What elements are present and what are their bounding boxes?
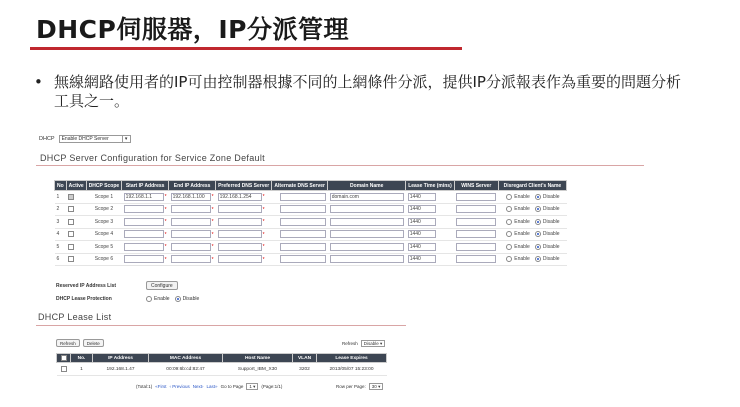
start-ip-input[interactable] [124,243,164,251]
disregard-disable-label: Disable [542,193,560,200]
alternate-dns-cell [272,203,328,216]
required-mark: * [164,206,167,213]
disregard-enable-radio[interactable] [506,219,512,225]
chevron-down-icon: ▾ [378,384,381,389]
scope-table [54,180,567,266]
required-mark: * [211,206,214,213]
dhcp-label: DHCP [39,136,55,142]
row-checkbox[interactable] [61,366,67,372]
lease-time-input[interactable]: 1440 [408,243,436,251]
protection-disable-label: Disable [182,295,200,302]
required-mark: * [262,244,265,251]
domain-name-input[interactable] [330,218,404,226]
title-underline [30,47,462,50]
start-ip-input[interactable] [124,205,164,213]
preferred-dns-cell [216,228,272,241]
disregard-enable-radio[interactable] [506,206,512,212]
disregard-enable-label: Enable [514,193,530,200]
preferred-dns-input[interactable] [218,205,262,213]
wins-server-input[interactable] [456,230,496,238]
start-ip-cell [122,241,169,254]
wins-server-input[interactable] [456,193,496,201]
col-wins-server: WINS Server [454,181,498,191]
table-row [55,203,567,216]
dhcp-config-panel [36,131,646,309]
wins-cell [454,216,498,229]
lease-vlan: 3202 [293,363,317,376]
preferred-dns-cell [216,203,272,216]
end-ip-input[interactable]: 192.168.1.100 [171,193,211,201]
delete-button[interactable]: Delete [83,339,104,347]
required-mark: * [211,256,214,263]
required-mark: * [262,219,265,226]
rows-per-page [336,383,383,390]
col-preferred-dns: Preferred DNS Server [216,181,272,191]
scope-name: Scope 1 [86,191,121,204]
required-mark: * [164,256,167,263]
config-heading: DHCP Server Configuration for Service Zone Default [40,153,265,163]
disregard-cell [498,191,566,204]
alternate-dns-input[interactable] [280,205,326,213]
lease-time-cell [406,241,455,254]
dhcp-lease-panel [36,310,406,402]
lease-protection-row [56,292,204,305]
lease-time-input[interactable]: 1440 [408,205,436,213]
goto-page-label: Go to Page [220,384,244,389]
domain-cell [328,253,406,266]
rows-per-page-value: 30 [371,384,377,389]
col-lease-time: Lease Time (mins) [406,181,455,191]
wins-cell [454,253,498,266]
active-checkbox[interactable] [68,194,74,200]
scope-name: Scope 3 [86,216,121,229]
auto-refresh-control [342,340,385,347]
active-checkbox[interactable] [68,244,74,250]
active-checkbox[interactable] [68,231,74,237]
protection-enable-radio[interactable] [146,296,152,302]
lease-table-header [57,354,387,363]
col-disregard-name: Disregard Client's Name [498,181,566,191]
lease-mac: 00:09:6b:cd:82:47 [149,363,223,376]
lease-time-input[interactable]: 1440 [408,218,436,226]
domain-name-input[interactable]: domain.com [330,193,404,201]
alternate-dns-input[interactable] [280,255,326,263]
disregard-disable-label: Disable [542,218,560,225]
disregard-disable-label: Disable [542,243,560,250]
lease-no: 1 [71,363,93,376]
col-scope: DHCP Scope [86,181,121,191]
disregard-enable-radio[interactable] [506,256,512,262]
lease-ip: 192.168.1.47 [93,363,149,376]
preferred-dns-input[interactable]: 192.168.1.254 [218,193,262,201]
select-all-checkbox[interactable] [61,355,67,361]
wins-cell [454,241,498,254]
disregard-enable-radio[interactable] [506,231,512,237]
disregard-disable-label: Disable [542,256,560,263]
start-ip-cell [122,253,169,266]
required-mark: * [262,256,265,263]
disregard-disable-radio[interactable] [535,256,541,262]
table-row [55,253,567,266]
start-ip-input[interactable] [124,255,164,263]
reserved-ip-label: Reserved IP Address List [56,282,117,289]
scope-name: Scope 5 [86,241,121,254]
preferred-dns-cell [216,241,272,254]
lease-time-input[interactable]: 1440 [408,193,436,201]
required-mark: * [211,231,214,238]
lease-heading: DHCP Lease List [38,312,112,322]
required-mark: * [211,219,214,226]
lease-time-cell [406,253,455,266]
start-ip-cell [122,228,169,241]
wins-server-input[interactable] [456,255,496,263]
domain-cell [328,191,406,204]
chevron-down-icon: ▾ [380,341,383,346]
active-cell[interactable] [66,241,86,254]
domain-cell [328,228,406,241]
lease-time-cell [406,191,455,204]
end-ip-cell [169,216,216,229]
start-ip-input[interactable]: 192.168.1.1 [124,193,164,201]
disregard-enable-radio[interactable] [506,194,512,200]
col-domain-name: Domain Name [328,181,406,191]
active-checkbox[interactable] [68,219,74,225]
reserved-ip-row [56,279,204,292]
alternate-dns-input[interactable] [280,230,326,238]
disregard-disable-label: Disable [542,231,560,238]
scope-no: 4 [55,228,67,241]
scope-table-header [55,181,567,191]
required-mark: * [164,194,167,201]
domain-cell [328,241,406,254]
rows-per-page-select[interactable] [369,383,384,390]
auto-refresh-value: Disable [363,341,379,346]
disregard-cell [498,228,566,241]
active-checkbox[interactable] [68,206,74,212]
lease-expires: 2013/05/07 15:23:00 [317,363,387,376]
scope-name: Scope 6 [86,253,121,266]
wins-cell [454,203,498,216]
required-mark: * [164,231,167,238]
refresh-button[interactable]: Refresh [56,339,80,347]
end-ip-cell [169,253,216,266]
lease-time-cell [406,203,455,216]
lease-time-input[interactable]: 1440 [408,255,436,263]
end-ip-input[interactable] [171,205,211,213]
active-cell[interactable] [66,228,86,241]
bullet-text: 無線網路使用者的IP可由控制器根據不同的上網條件分派，提供IP分派報表作為重要的問題分析工具之一。 [54,73,681,110]
col-lease-expires: Lease Expires [317,354,387,363]
wins-cell [454,228,498,241]
start-ip-cell [122,203,169,216]
dhcp-mode-value: Enable DHCP Server [61,136,109,142]
config-footer [56,279,204,305]
config-divider [36,165,644,166]
wins-server-input[interactable] [456,218,496,226]
disregard-cell [498,241,566,254]
domain-name-input[interactable] [330,255,404,263]
col-host-name: Host Name [223,354,293,363]
first-page-link[interactable]: «First [155,384,167,389]
disregard-disable-radio[interactable] [535,219,541,225]
disregard-enable-label: Enable [514,256,530,263]
disregard-disable-label: Disable [542,206,560,213]
pager-total: (Total:1) [136,384,153,389]
dhcp-mode-row [39,135,131,143]
disregard-cell [498,203,566,216]
domain-name-input[interactable] [330,230,404,238]
disregard-enable-label: Enable [514,243,530,250]
disregard-cell [498,216,566,229]
lease-time-input[interactable]: 1440 [408,230,436,238]
domain-cell [328,216,406,229]
required-mark: * [262,194,265,201]
table-row [55,191,567,204]
table-row [55,241,567,254]
alternate-dns-cell [272,228,328,241]
previous-page-link[interactable]: ‹ Previous [169,384,190,389]
col-ip-address: IP Address [93,354,149,363]
alternate-dns-cell [272,191,328,204]
end-ip-cell [169,191,216,204]
pagination-nav [136,383,282,390]
lease-time-cell [406,228,455,241]
preferred-dns-cell [216,216,272,229]
goto-page-value: 1 [249,384,252,389]
start-ip-input[interactable] [124,218,164,226]
disregard-disable-radio[interactable] [535,194,541,200]
page-indicator: (Page:1/1) [261,384,283,389]
col-lease-no: No. [71,354,93,363]
col-mac-address: MAC Address [149,354,223,363]
lease-toolbar [56,339,104,347]
required-mark: * [164,244,167,251]
wins-server-input[interactable] [456,205,496,213]
disregard-disable-radio[interactable] [535,231,541,237]
required-mark: * [262,231,265,238]
lease-table [56,353,387,376]
domain-name-input[interactable] [330,205,404,213]
col-start-ip: Start IP Address [122,181,169,191]
alternate-dns-cell [272,216,328,229]
scope-no: 5 [55,241,67,254]
table-row [55,228,567,241]
end-ip-input[interactable] [171,218,211,226]
alternate-dns-input[interactable] [280,218,326,226]
disregard-disable-radio[interactable] [535,244,541,250]
preferred-dns-cell [216,191,272,204]
active-cell[interactable] [66,191,86,204]
col-alternate-dns: Alternate DNS Server [272,181,328,191]
required-mark: * [211,194,214,201]
goto-page-select[interactable] [246,383,258,390]
col-vlan: VLAN [293,354,317,363]
rows-per-page-label: Row per Page: [336,384,366,389]
lease-protection-label: DHCP Lease Protection [56,295,112,302]
scope-name: Scope 4 [86,228,121,241]
preferred-dns-input[interactable] [218,243,262,251]
chevron-down-icon: ▾ [122,136,130,142]
bullet-point [34,73,694,111]
alternate-dns-cell [272,253,328,266]
wins-server-input[interactable] [456,243,496,251]
disregard-enable-label: Enable [514,206,530,213]
active-checkbox[interactable] [68,256,74,262]
end-ip-cell [169,228,216,241]
required-mark: * [262,206,265,213]
disregard-enable-radio[interactable] [506,244,512,250]
preferred-dns-cell [216,253,272,266]
row-select[interactable] [57,363,71,376]
table-row [55,216,567,229]
start-ip-cell [122,216,169,229]
alternate-dns-cell [272,241,328,254]
protection-disable-radio[interactable] [175,296,181,302]
end-ip-input[interactable] [171,255,211,263]
col-end-ip: End IP Address [169,181,216,191]
disregard-disable-radio[interactable] [535,206,541,212]
lease-host: Support_IBM_X30 [223,363,293,376]
bullet-dot-icon: • [34,73,43,91]
col-active: Active [66,181,86,191]
disregard-enable-label: Enable [514,231,530,238]
start-ip-cell [122,191,169,204]
lease-divider [36,325,406,326]
active-cell[interactable] [66,253,86,266]
alternate-dns-input[interactable] [280,243,326,251]
last-page-link[interactable]: Last» [206,384,218,389]
required-mark: * [211,244,214,251]
chevron-down-icon: ▾ [253,384,256,389]
disregard-enable-label: Enable [514,218,530,225]
lease-time-cell [406,216,455,229]
auto-refresh-select[interactable] [361,340,386,347]
end-ip-input[interactable] [171,243,211,251]
preferred-dns-input[interactable] [218,230,262,238]
scope-name: Scope 2 [86,203,121,216]
end-ip-cell [169,203,216,216]
wins-cell [454,191,498,204]
scope-no: 1 [55,191,67,204]
col-select-all[interactable] [57,354,71,363]
start-ip-input[interactable] [124,230,164,238]
domain-name-input[interactable] [330,243,404,251]
auto-refresh-label: Refresh [342,341,358,346]
active-cell[interactable] [66,216,86,229]
domain-cell [328,203,406,216]
table-row[interactable] [57,363,387,376]
required-mark: * [164,219,167,226]
protection-enable-label: Enable [154,295,170,302]
next-page-link[interactable]: Next› [192,384,204,389]
preferred-dns-input[interactable] [218,255,262,263]
slide-title: DHCP伺服器，IP分派管理 [36,15,349,44]
scope-no: 3 [55,216,67,229]
end-ip-cell [169,241,216,254]
alternate-dns-input[interactable] [280,193,326,201]
scope-no: 6 [55,253,67,266]
scope-no: 2 [55,203,67,216]
end-ip-input[interactable] [171,230,211,238]
col-no: No [55,181,67,191]
dhcp-mode-select[interactable] [59,135,131,143]
disregard-cell [498,253,566,266]
active-cell[interactable] [66,203,86,216]
preferred-dns-input[interactable] [218,218,262,226]
configure-button[interactable]: Configure [146,281,178,290]
